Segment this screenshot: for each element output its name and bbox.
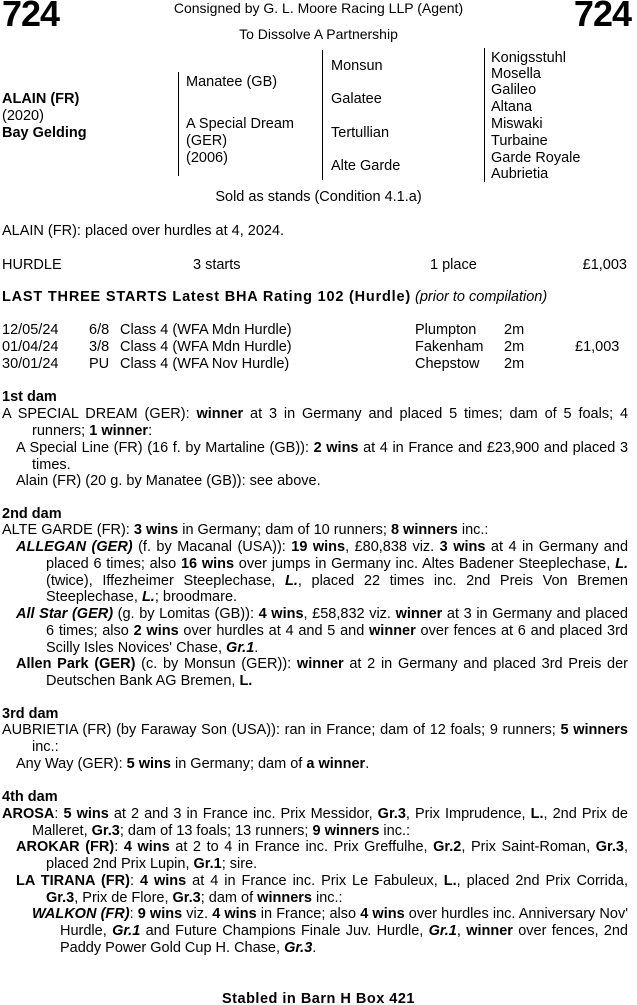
second-dam-text: ALTE GARDE (FR): 3 wins in Germany; dam of 10 runners; 8 winners inc.: [2,522,489,538]
summary: ALAIN (FR): placed over hurdles at 4, 2024. [2,223,285,239]
record-places: 1 place [430,257,477,273]
fourth-dam-progeny-2: LA TIRANA (FR): 4 wins at 4 in France inc. Prix Le Fabuleux, L., placed 2nd Prix Corrida, Gr.3, Prix de Flore, Gr.3; dam of winners inc.: [16,873,629,906]
fourth-dam-heading: 4th dam [2,789,58,805]
record-earnings: £1,003 [582,257,627,273]
pedigree-bracket-2 [322,50,323,180]
record-type: HURDLE [2,257,62,273]
pedigree-g7: Garde Royale [491,150,581,166]
third-dam-text: AUBRIETIA (FR) (by Faraway Son (USA)): ran in France; dam of 12 foals; 9 runners; 5 winners inc.: [2,722,628,755]
pedigree-g2: Mosella [491,66,541,82]
horse-sex-colour: Bay Gelding [2,125,87,141]
pedigree-bracket-3 [484,48,485,182]
pedigree-dam-2: (GER) [186,133,228,149]
first-dam-progeny-2: Alain (FR) (20 g. by Manatee (GB)): see above. [16,473,321,489]
pedigree-sire-dam: Galatee [331,91,382,107]
pedigree-g4: Altana [491,99,533,115]
pedigree-bracket-1 [178,72,179,176]
fourth-dam-progeny-3: WALKON (FR): 9 wins viz. 4 wins in France; also 4 wins over hurdles inc. Anniversary Nov' Hurdle, Gr.1 and Future Champions Finale Juv. Hurdle, Gr.1, winner over fences, 2nd Paddy Power Gold Cup H. Chase, Gr.3. [32,906,628,956]
pedigree-g8: Aubrietia [491,166,549,182]
first-dam-heading: 1st dam [2,389,57,405]
pedigree-sire-sire: Monsun [331,58,383,74]
stabling-footer: Stabled in Barn H Box 421 [222,991,415,1005]
third-dam-heading: 3rd dam [2,706,59,722]
sale-reason: To Dissolve A Partnership [239,26,398,42]
second-dam-progeny-1: ALLEGAN (GER) (f. by Macanal (USA)): 19 wins, £80,838 viz. 3 wins at 4 in Germany and placed 6 times; also 16 wins over jumps in Germany inc. Altes Badener Steeplechase, L. (twice), Iffezheimer Steeplechase, L., placed 22 times inc. 2nd Preis Von Bremen Steeplechase, L.; broodmare. [16,539,629,606]
condition: Sold as stands (Condition 4.1.a) [215,189,422,205]
pedigree-sire: Manatee (GB) [186,74,278,90]
fourth-dam-progeny-1: AROKAR (FR): 4 wins at 2 to 4 in France inc. Prix Greffulhe, Gr.2, Prix Saint-Roman, Gr.3, placed 2nd Prix Lupin, Gr.1; sire. [16,839,628,872]
record-starts: 3 starts [193,257,241,273]
pedigree-g3: Galileo [491,82,537,98]
horse-name: ALAIN (FR) [2,91,80,107]
first-dam-text: A SPECIAL DREAM (GER): winner at 3 in Germany and placed 5 times; dam of 5 foals; 4 runners; 1 winner: [2,406,629,439]
third-dam-progeny-1: Any Way (GER): 5 wins in Germany; dam of a winner. [16,756,370,772]
horse-year: (2020) [2,108,44,124]
pedigree-dam-1: A Special Dream [186,116,294,132]
consignor: Consigned by G. L. Moore Racing LLP (Agent) [173,0,464,16]
second-dam-progeny-2: All Star (GER) (g. by Lomitas (GB)): 4 wins, £58,832 viz. winner at 3 in Germany and placed 6 times; also 2 wins over hurdles at 4 and 5 and winner over fences at 6 and placed 3rd Scilly Isles Novices' Chase, Gr.1. [16,606,628,656]
fourth-dam-text: AROSA: 5 wins at 2 and 3 in France inc. Prix Messidor, Gr.3, Prix Imprudence, L., 2nd Prix de Malleret, Gr.3; dam of 13 foals; 13 runners; 9 winners inc.: [2,806,628,839]
pedigree-g5: Miswaki [491,116,543,132]
lot-number-right: 724 [573,0,631,34]
second-dam-heading: 2nd dam [2,506,62,522]
pedigree-dam-dam: Alte Garde [331,158,401,174]
first-dam-progeny-1: A Special Line (FR) (16 f. by Martaline (GB)): 2 wins at 4 in France and £23,900 and placed 3 times. [16,440,629,473]
pedigree-dam-sire: Tertullian [331,125,390,141]
second-dam-progeny-3: Allen Park (GER) (c. by Monsun (GER)): winner at 2 in Germany and placed 3rd Preis der Deutschen Bank AG Bremen, L. [16,656,629,689]
last-three-heading: LAST THREE STARTS Latest BHA Rating 102 (Hurdle) (prior to compilation) [2,289,548,305]
lot-number-left: 724 [2,0,60,34]
pedigree-g6: Turbaine [491,133,548,149]
pedigree-dam-3: (2006) [186,150,228,166]
pedigree-g1: Konigsstuhl [491,50,566,66]
